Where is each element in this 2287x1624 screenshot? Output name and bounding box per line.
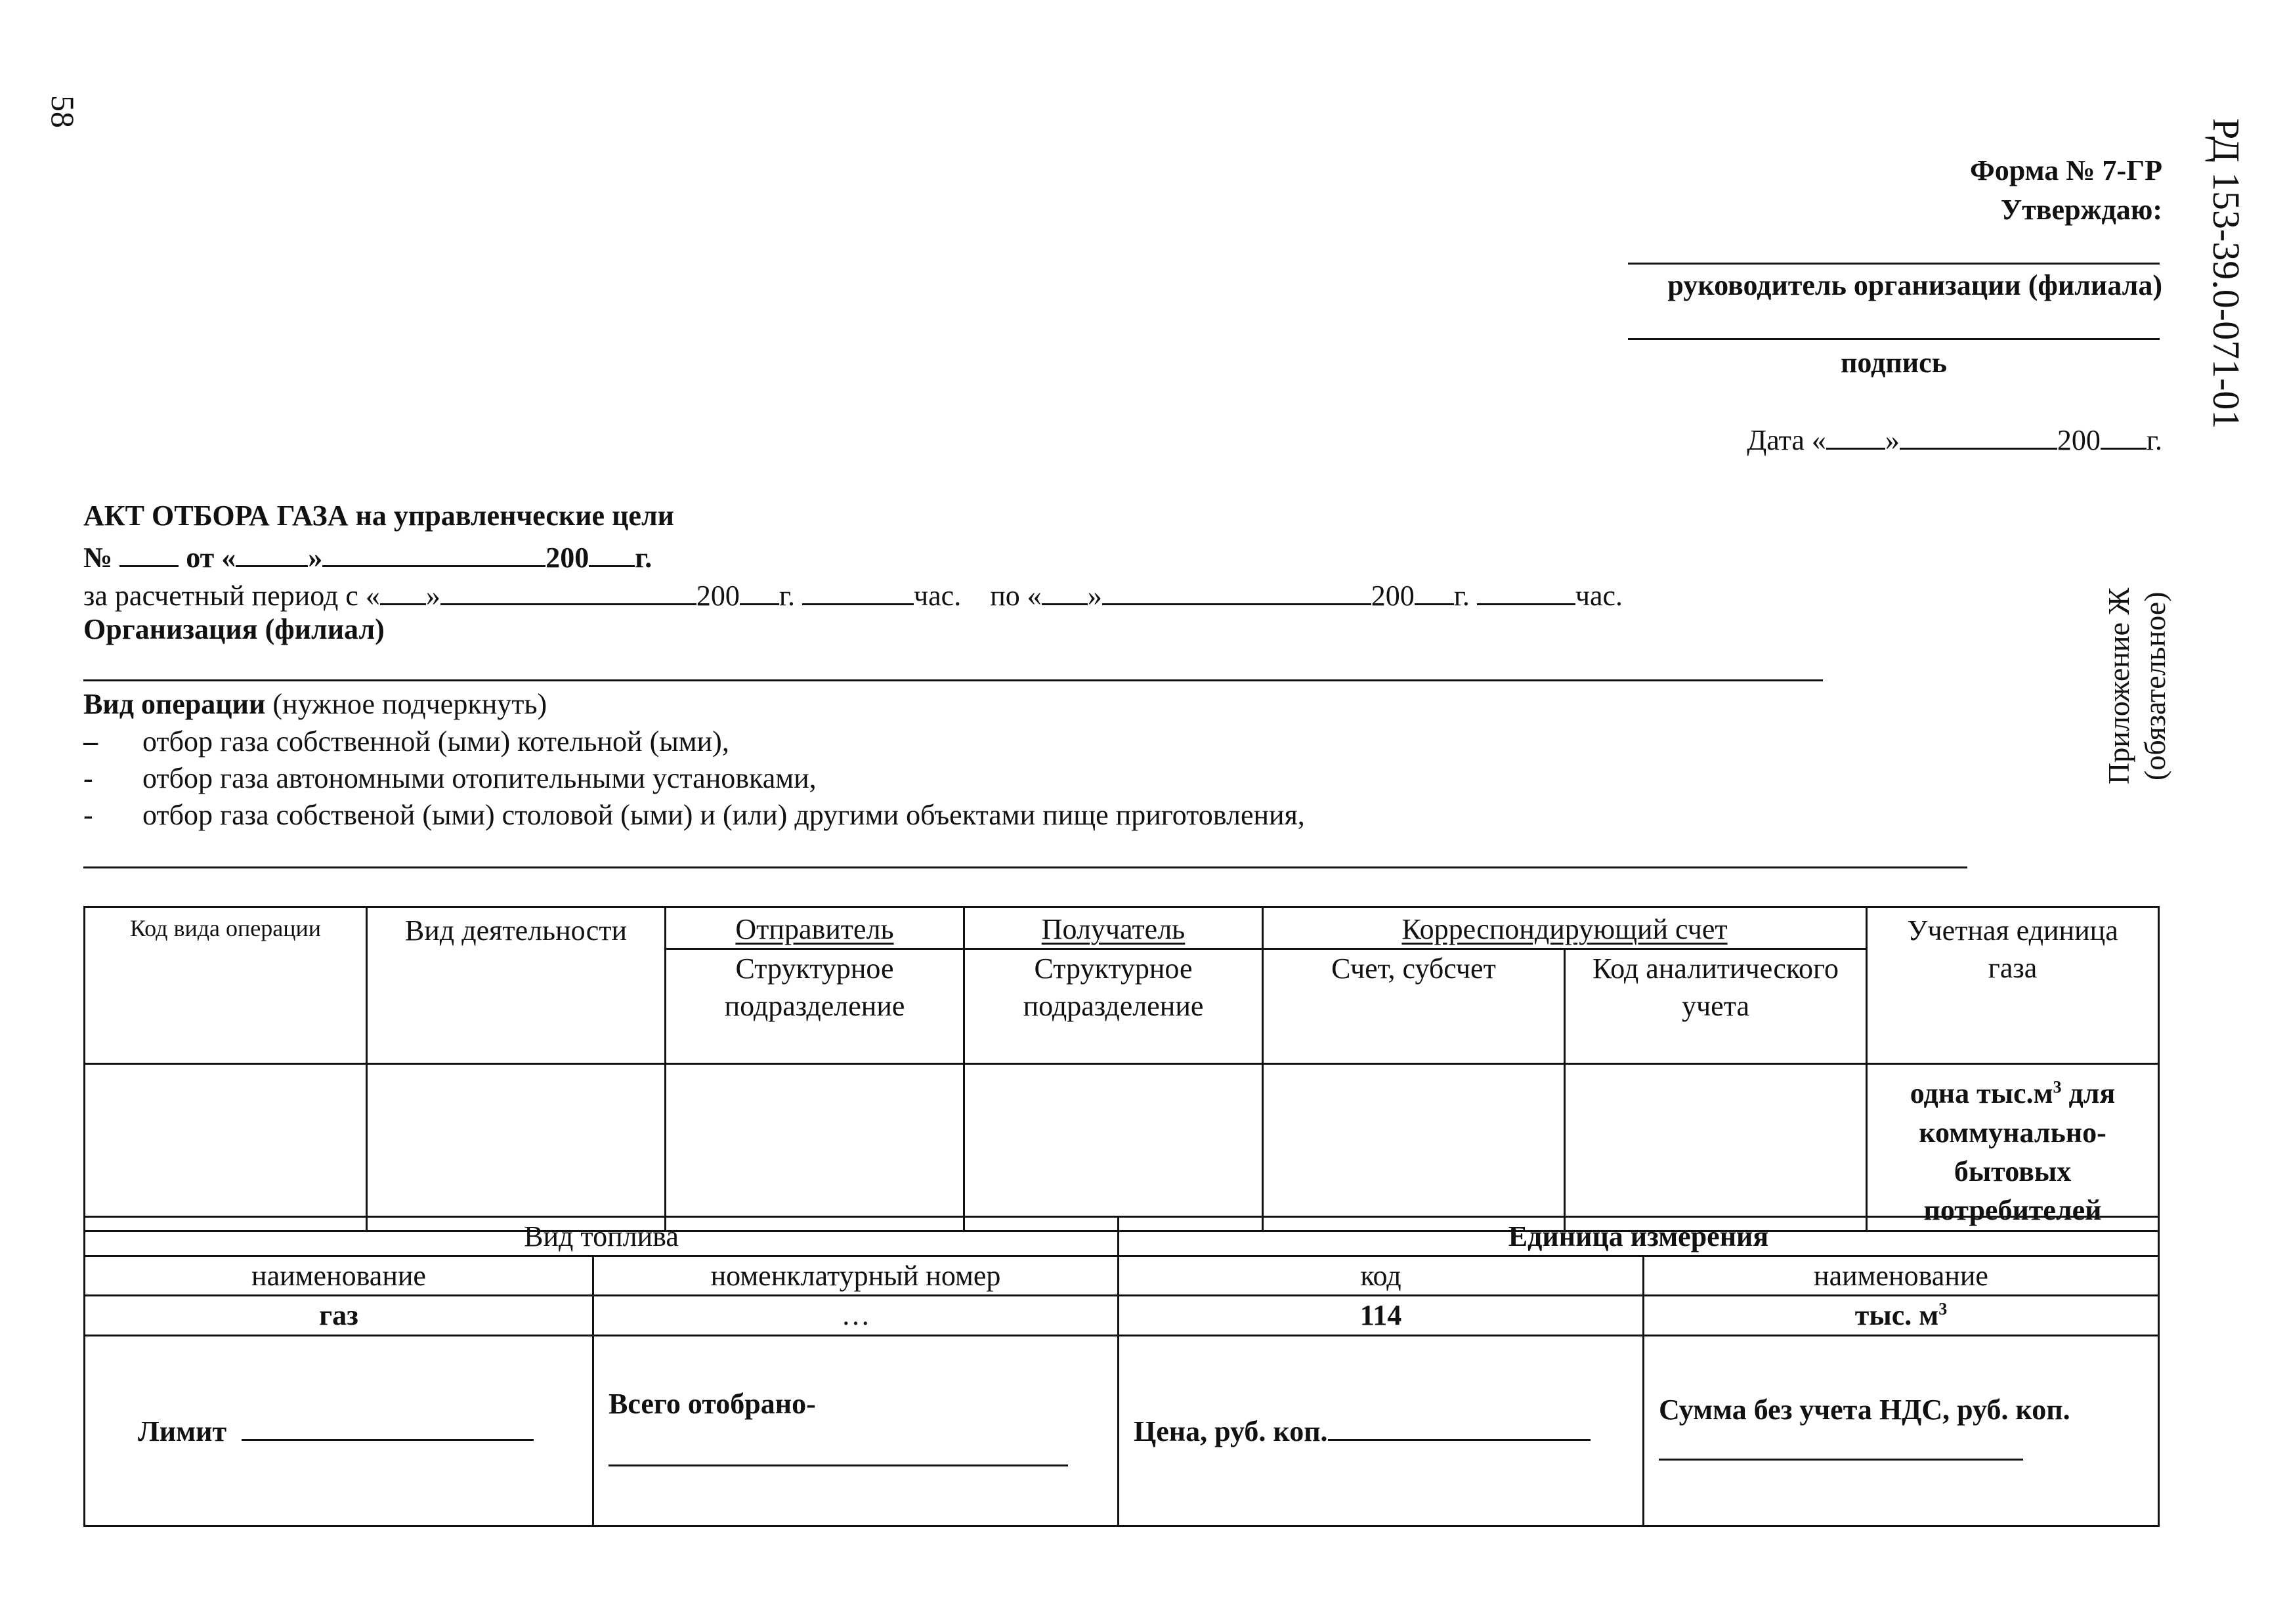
unit-value-text: одна тыс.м (1910, 1077, 2053, 1110)
appendix-title: Приложение Ж (2102, 588, 2135, 784)
header-sender-division: Структурное подразделение (666, 949, 964, 1064)
fuel-name-header: наименование (85, 1256, 593, 1296)
unit-code-value: 114 (1119, 1296, 1644, 1335)
header-operation-code: Код вида операции (85, 907, 367, 1064)
period-prefix: за расчетный период с « (83, 580, 380, 612)
act-num-quote: » (308, 542, 323, 574)
header-activity-type: Вид деятельности (367, 907, 666, 1064)
act-day-field[interactable] (236, 536, 308, 567)
header-account-subaccount: Счет, субсчет (1263, 949, 1565, 1064)
date-year: 200 (2057, 424, 2101, 456)
operation-type-hint: (нужное подчеркнуть) (272, 688, 547, 720)
header-receiver-division: Структурное подразделение (964, 949, 1263, 1064)
act-title: АКТ ОТБОРА ГАЗА на управленческие цели (83, 500, 675, 532)
period-start-g: г. (779, 580, 795, 612)
period-start-hour: час. (914, 580, 962, 612)
option-dash: – (83, 725, 98, 758)
sender-division-cell[interactable] (666, 1064, 964, 1231)
fuel-table (83, 1216, 2160, 1527)
unit-name-header: наименование (1644, 1256, 2159, 1296)
price-field[interactable] (1328, 1410, 1591, 1441)
limit-field[interactable] (242, 1410, 534, 1441)
appendix-label (2101, 588, 2173, 784)
limit-label: Лимит (138, 1415, 227, 1448)
period-start-quote: » (425, 580, 440, 612)
period-end-quote: » (1087, 580, 1102, 612)
date-suffix: г. (2146, 424, 2162, 456)
limit-cell (85, 1335, 593, 1526)
option-dash: - (83, 799, 93, 831)
act-month-field[interactable] (322, 536, 545, 567)
period-start-day-field[interactable] (380, 574, 426, 605)
act-year-field[interactable] (589, 536, 635, 567)
organization-label: Организация (филиал) (83, 613, 385, 645)
act-num-prefix: № (83, 542, 113, 574)
act-number-line (83, 536, 652, 574)
signature-label: подпись (1841, 347, 1947, 379)
organization-field[interactable] (83, 679, 1823, 681)
option-text: отбор газа собственой (ыми) столовой (ыми) и (или) другими объектами пище приготовления, (142, 799, 1305, 831)
fuel-type-header: Вид топлива (85, 1217, 1119, 1256)
period-end-year-field[interactable] (1415, 574, 1454, 605)
unit-value-rest: для коммунально-бытовых потребителей (1919, 1077, 2116, 1227)
total-field[interactable] (609, 1436, 1068, 1466)
unit-name-text: тыс. м (1854, 1299, 1939, 1332)
period-start-hour-field[interactable] (802, 574, 914, 605)
period-end-year: 200 (1371, 580, 1415, 612)
document-code: РД 153-39.0-071-01 (2205, 118, 2248, 429)
header-analytic-code: Код аналитического учета (1565, 949, 1867, 1064)
period-line (83, 574, 1623, 612)
option-dash: - (83, 762, 93, 794)
period-to-prefix: по « (990, 580, 1042, 612)
operation-type-label: Вид операции (83, 688, 266, 720)
period-start-year: 200 (696, 580, 740, 612)
head-signature-line (1628, 263, 2160, 265)
fuel-nomenclature-value: … (593, 1296, 1119, 1335)
measure-unit-header: Единица измерения (1119, 1217, 2159, 1256)
period-end-day-field[interactable] (1042, 574, 1088, 605)
analytic-code-cell[interactable] (1565, 1064, 1867, 1231)
date-month-field[interactable] (1900, 419, 2057, 450)
option-text: отбор газа автономными отопительными установками, (142, 762, 817, 794)
receiver-division-cell[interactable] (964, 1064, 1263, 1231)
unit-name-value (1644, 1296, 2159, 1335)
fuel-name-value: газ (85, 1296, 593, 1335)
sum-cell (1644, 1335, 2159, 1526)
period-end-month-field[interactable] (1102, 574, 1371, 605)
header-sender: Отправитель (666, 907, 964, 949)
header-gas-unit: Учетная единица газа (1867, 907, 2159, 1064)
sum-label: Сумма без учета НДС, руб. коп. (1659, 1394, 2070, 1426)
period-end-hour: час. (1575, 580, 1623, 612)
operation-extra-line[interactable] (83, 866, 1967, 868)
price-label: Цена, руб. коп. (1134, 1415, 1328, 1448)
page-number: 58 (45, 95, 81, 128)
total-label: Всего отобрано- (609, 1387, 816, 1420)
date-prefix: Дата « (1747, 424, 1826, 456)
act-num-from: от « (186, 542, 236, 574)
date-year-field[interactable] (2101, 419, 2147, 450)
appendix-subtitle: (обязательное) (2138, 591, 2172, 780)
header-receiver: Получатель (964, 907, 1263, 949)
period-end-hour-field[interactable] (1477, 574, 1575, 605)
operation-option-2[interactable] (83, 761, 817, 795)
account-cell[interactable] (1263, 1064, 1565, 1231)
gas-unit-value (1867, 1064, 2159, 1231)
unit-code-header: код (1119, 1256, 1644, 1296)
period-start-year-field[interactable] (740, 574, 779, 605)
total-cell (593, 1335, 1119, 1526)
header-corresponding-account: Корреспондирующий счет (1263, 907, 1867, 949)
operation-option-1[interactable] (83, 725, 729, 758)
period-end-g: г. (1453, 580, 1470, 612)
option-text: отбор газа собственной (ыми) котельной (ыми), (142, 725, 729, 758)
operation-type-line (83, 687, 547, 721)
approve-label: Утверждаю: (2000, 194, 2162, 226)
act-num-year: 200 (545, 542, 589, 574)
price-cell (1119, 1335, 1644, 1526)
head-label: руководитель организации (филиала) (1667, 269, 2162, 301)
sum-field[interactable] (1659, 1430, 2023, 1461)
operation-option-3[interactable] (83, 798, 1305, 832)
act-number-field[interactable] (119, 536, 179, 567)
date-day-field[interactable] (1826, 419, 1885, 450)
approval-date (1747, 419, 2162, 457)
operation-code-cell[interactable] (85, 1064, 367, 1231)
period-start-month-field[interactable] (440, 574, 696, 605)
unit-name-sup: 3 (1938, 1299, 1948, 1319)
form-number: Форма № 7-ГР (1969, 154, 2162, 186)
operation-table (83, 906, 2160, 1232)
act-num-g: г. (635, 542, 652, 574)
fuel-nomenclature-header: номенклатурный номер (593, 1256, 1119, 1296)
signature-line (1628, 338, 2160, 340)
unit-value-sup: 3 (2053, 1077, 2062, 1097)
activity-type-cell[interactable] (367, 1064, 666, 1231)
date-mid: » (1885, 424, 1900, 456)
